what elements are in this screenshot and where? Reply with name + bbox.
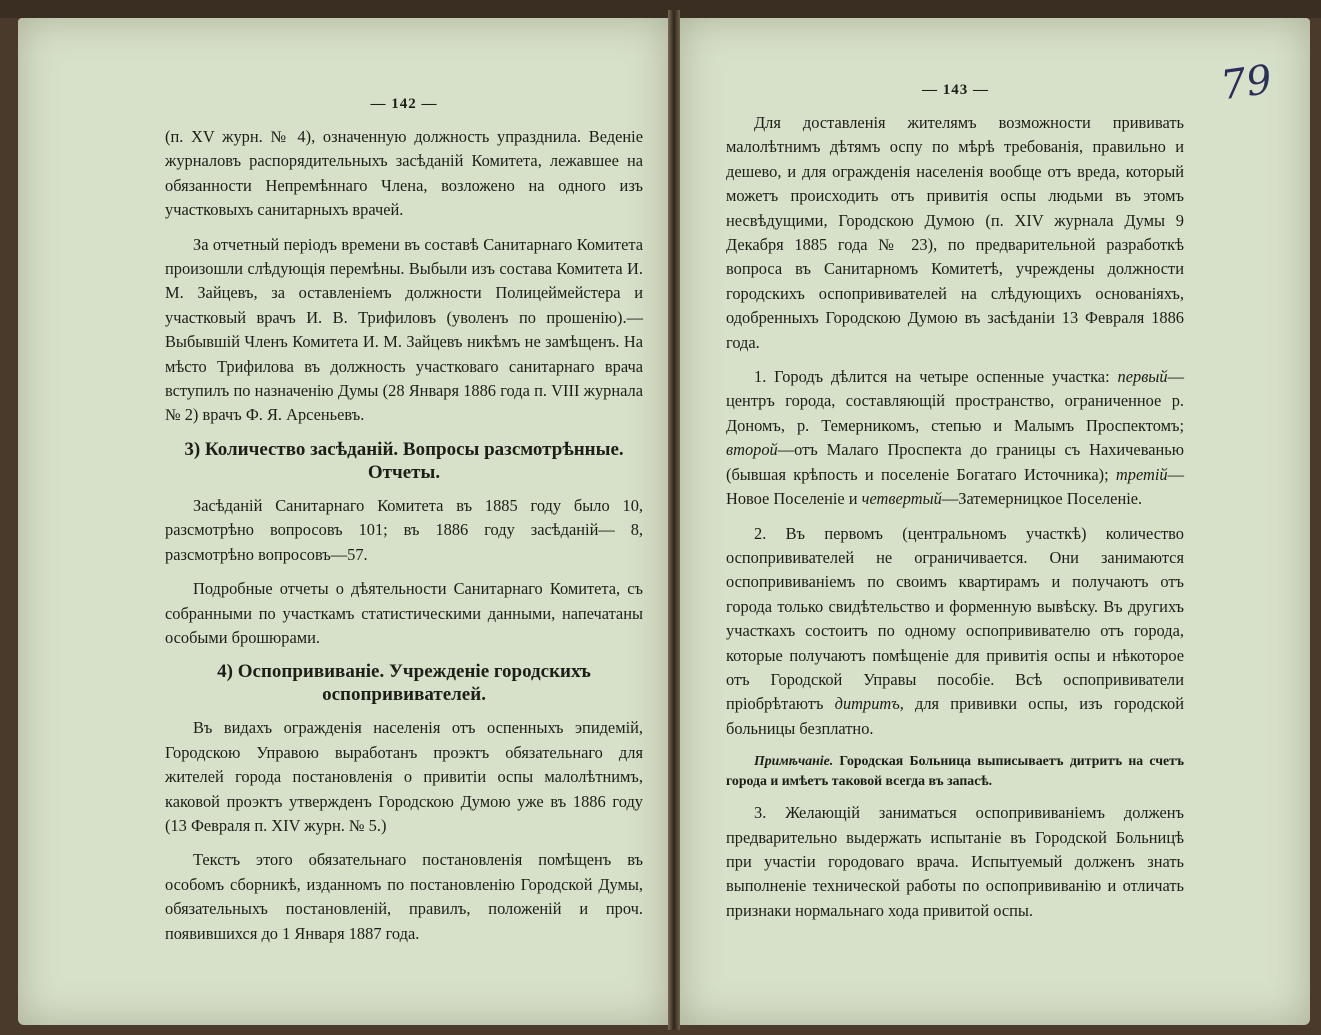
item-3: 3. Желающій заниматься оспопрививаніемъ долженъ предварительно выдержать испытаніе въ Городской Больницѣ при участіи городоваго врача. Испытуемый долженъ знать выполненіе технической работы по оспопрививанію и отличать признаки нормальнаго хода привитой оспы. [726, 803, 1184, 920]
right-page [680, 18, 1310, 1025]
paragraph: За отчетный періодъ времени въ составѣ Санитарнаго Комитета произошли слѣдующія перемѣны. Выбыли изъ состава Комитета И. М. Зайцевъ, за оставленіемъ должности Полицеймейстера и участковый врачъ И. В. Трифиловъ (уволенъ по прошенію).—Выбывшій Членъ Комитета И. М. Зайцевъ никѣмъ не замѣщенъ. На мѣсто Трифилова въ должность участковаго санитарнаго врача вступилъ по назначенію Думы (28 Января 1886 года п. VIII журнала № 2) врачъ Ф. Я. Арсеньевъ. [165, 234, 643, 425]
page-number-left: — 142 — [370, 96, 438, 112]
item-1: 1. Городъ дѣлится на четыре оспенные участка: первый—центръ города, составляющій пространство, ограниченное р. Дономъ, р. Темерникомъ, степью и Малымъ Проспектомъ; второй—отъ Малаго Проспекта до границы съ Нахичеванью (бывшая крѣпость и поселеніе Богатаго Источника); третій—Новое Поселеніе и четвертый—Затемерницкое Поселеніе. [726, 367, 1184, 509]
paragraph: Въ видахъ огражденія населенія отъ оспенныхъ эпидемій, Городскою Управою выработанъ проэктъ обязательнаго для жителей города постановленія о привитіи оспы малолѣтнимъ, каковой проэктъ утвержденъ Городскою Думою уже въ 1886 году (13 Февраля п. XIV журн. № 5.) [165, 718, 643, 835]
paragraph: (п. XV журн. № 4), означенную должность упразднила. Веденіе журналовъ распорядительныхъ засѣданій Комитета, лежавшее на обязанности Непремѣннаго Члена, возложено на одного изъ участковыхъ санитарныхъ врачей. [165, 127, 643, 220]
paragraph: Засѣданій Санитарнаго Комитета въ 1885 году было 10, разсмотрѣно вопросовъ 101; въ 1886 году засѣданій— 8, разсмотрѣно вопросовъ—57. [165, 495, 643, 564]
top-edge [0, 0, 1321, 18]
book-gutter [668, 10, 680, 1030]
section-heading-4: 4) Оспопрививаніе. Учрежденіе городскихъ оспопрививателей. [217, 661, 591, 706]
handwritten-page-number: 79 [1218, 56, 1275, 110]
paragraph: Подробные отчеты о дѣятельности Санитарнаго Комитета, съ собранными по участкамъ статистическими данными, напечатаны особыми брошюрами. [165, 579, 643, 647]
paragraph: Для доставленія жителямъ возможности прививать малолѣтнимъ дѣтямъ оспу по мѣрѣ требованія, правильно и дешево, и для огражденія населенія вообще отъ вреда, который можетъ происходить отъ привитія оспы людьми въ этомъ несвѣдущими, Городскою Думою (п. XIV журнала Думы 9 Декабря 1885 года № 23), по предварительной разработкѣ вопроса въ Санитарномъ Комитетѣ, учреждены должности городскихъ оспопрививателей на слѣдующихъ основаніяхъ, одобренныхъ Городскою Думою въ засѣданіи 13 Февраля 1886 года. [726, 113, 1184, 352]
paragraph: Текстъ этого обязательнаго постановленія помѣщенъ въ особомъ сборникѣ, изданномъ по постановленію Городской Думы, обязательныхъ постановленій, правилъ, положеній и проч. появившихся до 1 Января 1887 года. [165, 850, 643, 943]
left-text-column [165, 96, 643, 956]
left-page [18, 18, 668, 1025]
page-number-right: — 143 — [922, 82, 989, 98]
item-2: 2. Въ первомъ (центральномъ участкѣ) количество оспопрививателей не ограничивается. Они занимаются оспопрививаніемъ по своимъ квартирамъ и получаютъ отъ города только свидѣтельство и форменную вывѣску. Въ другихъ участкахъ состоитъ по одному оспопрививателю отъ города, которые получаютъ помѣщеніе для привитія оспы и нѣкоторое отъ Городской Управы пособіе. Всѣ оспопрививатели пріобрѣтаютъ дитритъ, для прививки оспы, изъ городской больницы безплатно. [726, 523, 1184, 738]
footnote-remark: Примѣчаніе. Городская Больница выписываетъ дитритъ на счетъ города и имѣетъ таковой всегда въ запасѣ. [726, 753, 1184, 789]
right-text-column [726, 82, 1184, 933]
section-heading-3: 3) Количество засѣданій. Вопросы разсмотрѣнные. Отчеты. [184, 438, 624, 483]
